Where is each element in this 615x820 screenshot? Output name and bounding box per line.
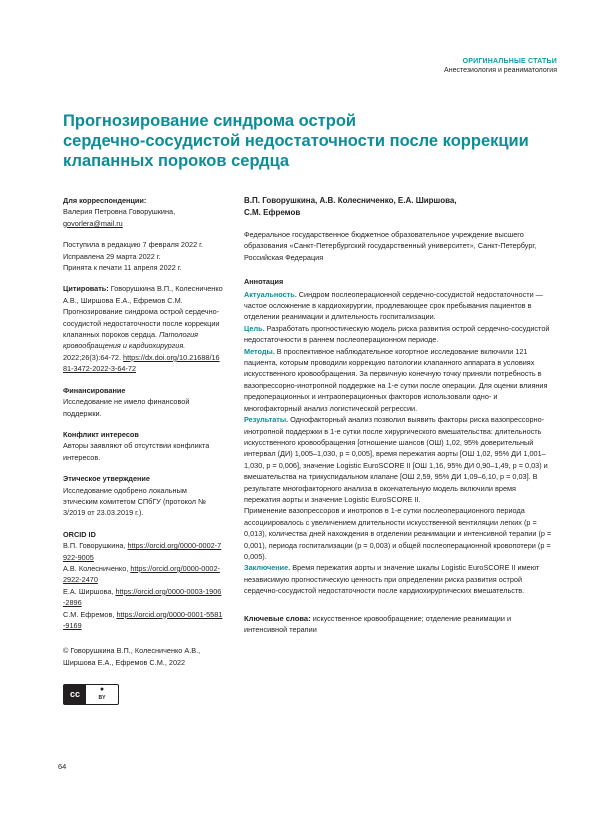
title-line: Прогнозирование синдрома острой (63, 112, 357, 130)
page-number: 64 (58, 762, 67, 771)
keywords-label: Ключевые слова: (244, 613, 311, 623)
orcid-heading: ORCID ID (63, 529, 96, 539)
cite-doi-link[interactable]: https://dx.doi.org/10.21688/1681-3472-2022-3-64-72 (63, 352, 220, 374)
correspondence-heading: Для корреспонденции: (63, 196, 147, 205)
orcid-link[interactable]: https://orcid.org/0000-0003-1906-2896 (63, 586, 222, 608)
abstract-relevance (244, 289, 554, 323)
conflict-block (63, 429, 223, 463)
by-label: BY (98, 694, 106, 701)
orcid-link[interactable]: https://orcid.org/0000-0001-5581-9169 (63, 609, 223, 630)
cite-heading: Цитировать: (63, 284, 109, 294)
conflict-heading: Конфликт интересов (63, 429, 139, 439)
section-label: ОРИГИНАЛЬНЫЕ СТАТЬИ (462, 58, 557, 65)
abstract-conclusion (244, 562, 554, 596)
conclusion-text: Время пережатия аорты и значение шкалы Logistic EuroSCORE II имеют независимую прогностическую ценность при определении риска развития острой сердечно-сосудистой недостаточности после кардиохирургических вмешательств. (244, 563, 540, 596)
funding-heading: Финансирование (63, 385, 126, 395)
received-date: Поступила в редакцию 7 февраля 2022 г. (63, 240, 203, 250)
orcid-entry (63, 586, 223, 609)
keywords-text: искусственное кровообращение; отделение реанимации и интенсивной терапии (244, 613, 512, 634)
conflict-text: Авторы заявляют об отсутствии конфликта интересов. (63, 441, 210, 462)
ethics-block (63, 473, 223, 519)
aim-text: Разработать прогностическую модель риска развития острой сердечно-сосудистой недостаточности в раннем послеоперационном периоде. (244, 323, 550, 345)
orcid-link[interactable]: https://orcid.org/0000-0002-7922-9005 (63, 541, 222, 562)
cite-ref: 2022;26(3):64-72. (63, 352, 122, 362)
affiliation: Федеральное государственное бюджетное образовательное учреждение высшего образования «Санкт-Петербургский государственный университет», Санкт-Петербург, Российская Федерация (244, 230, 537, 262)
accepted-date: Принята к печати 11 апреля 2022 г. (63, 263, 182, 273)
authors-line: С.М. Ефремов (244, 208, 301, 217)
methods-label: Методы. (244, 346, 275, 356)
authors (244, 195, 554, 219)
orcid-author: В.П. Говорушкина, (63, 541, 128, 551)
results-label: Результаты. (244, 415, 289, 425)
orcid-link[interactable]: https://orcid.org/0000-0002-2922-2470 (63, 563, 220, 585)
conclusion-label: Заключение. (244, 563, 291, 573)
article-title (63, 111, 543, 171)
section-header (444, 58, 557, 74)
abstract-results (244, 414, 554, 505)
subsection-label: Анестезиология и реаниматология (444, 67, 557, 74)
cc-by-license-badge[interactable] (63, 684, 119, 705)
correspondence-block (63, 195, 223, 229)
keywords (244, 613, 554, 636)
orcid-author: А.В. Колесниченко, (63, 563, 131, 573)
abstract-aim (244, 323, 554, 346)
orcid-author: Е.А. Ширшова, (63, 586, 116, 596)
orcid-entry (63, 563, 223, 586)
abstract-methods (244, 346, 554, 414)
abstract-heading: Аннотация (244, 277, 284, 287)
orcid-entry (63, 540, 223, 563)
title-line: сердечно-сосудистой недостаточности после коррекции (63, 132, 529, 150)
methods-text: В проспективное наблюдательное когортное исследование включили 121 пациента, которым проводили коррекцию патологии клапанного аппарата в условиях искусственного кровообращения. За первичную конечную точку приняли потребность в вазопрессорно-инотропной поддержке на 1-е сутки после операции. Для оценки влияния предоперационных и интраоперационных факторов использовали одно- и многофакторный анализ логистической регрессии. (244, 346, 548, 413)
title-line: клапанных пороков сердца (63, 152, 290, 170)
orcid-author: С.М. Ефремов, (63, 609, 117, 619)
authors-line: В.П. Говорушкина, А.В. Колесниченко, Е.А. Ширшова, (244, 196, 457, 205)
results-text: Однофакторный анализ позволил выявить факторы риска вазопрессорно-инотропной поддержки в 1-е сутки после хирургического вмешательства: длительность искусственного кровообращения [отношение шансов (ОШ) 1,02, 95% доверительный интервал (ДИ) 1,005–1,030, p = 0,005], время пережатия аорты [ОШ 1,02, 95% ДИ 1,001–1,030, p = 0,006], значение Logistic EuroSCORE II [ОШ 1,16, 95% ДИ 0,90–1,49, p = 0,03) и вмешательства на трикуспидальном клапане [ОШ 2,59, 95% ДИ 1,09–6,10, p = 0,03]. В результате многофакторного анализа в окончательную модель включили время пережатия аорты и значение Logistic EuroSCORE II. (244, 415, 548, 504)
abstract-results-cont: Применение вазопрессоров и инотропов в 1-е сутки послеоперационного периода ассоциировалось с увеличением длительности искусственной вентиляции легких (p = 0,013), количества дней нахождения в отделении реанимации и интенсивной терапии (p = 0,001), периода госпитализации (p = 0,003) и общей послеоперационной кровопотери (p = 0,005). (244, 506, 552, 561)
funding-text: Исследование не имело финансовой поддержки. (63, 397, 190, 418)
revised-date: Исправлена 29 марта 2022 г. (63, 251, 161, 261)
cc-icon: cc (64, 685, 86, 704)
main-column (244, 195, 554, 635)
funding-block (63, 385, 223, 419)
abstract (244, 276, 554, 596)
sidebar (63, 195, 223, 705)
cite-journal: Патология кровообращения и кардиохирургия. (63, 330, 199, 351)
copyright: © Говорушкина В.П., Колесниченко А.В., Ширшова Е.А., Ефремов С.М., 2022 (63, 646, 201, 667)
person-icon: ● (99, 685, 105, 693)
ethics-heading: Этическое утверждение (63, 474, 150, 484)
cite-text: Говорушкина В.П., Колесниченко А.В., Ширшова Е.А., Ефремов С.М. Прогнозирование синдрома острой сердечно-сосудистой недостаточности после коррекции клапанных пороков сердца. (63, 284, 223, 340)
orcid-entry (63, 609, 223, 632)
correspondence-name: Валерия Петровна Говорушкина, (63, 207, 176, 217)
aim-label: Цель. (244, 323, 265, 333)
dates-block (63, 239, 223, 273)
by-icon (86, 686, 118, 704)
relevance-label: Актуальность. (244, 289, 297, 299)
ethics-text: Исследование одобрено локальным этическим комитетом СПбГУ (протокол № 3/2019 от 23.03.2019 г.). (63, 485, 206, 518)
relevance-text: Синдром послеоперационной сердечно-сосудистой недостаточности — частое осложнение в кардиохирургии, продлевающее срок пребывания пациентов в отделении реанимации и длительность госпитализации. (244, 289, 543, 322)
citation-block (63, 283, 223, 374)
orcid-block (63, 529, 223, 632)
correspondence-email-link[interactable]: govorlera@mail.ru (63, 218, 123, 228)
